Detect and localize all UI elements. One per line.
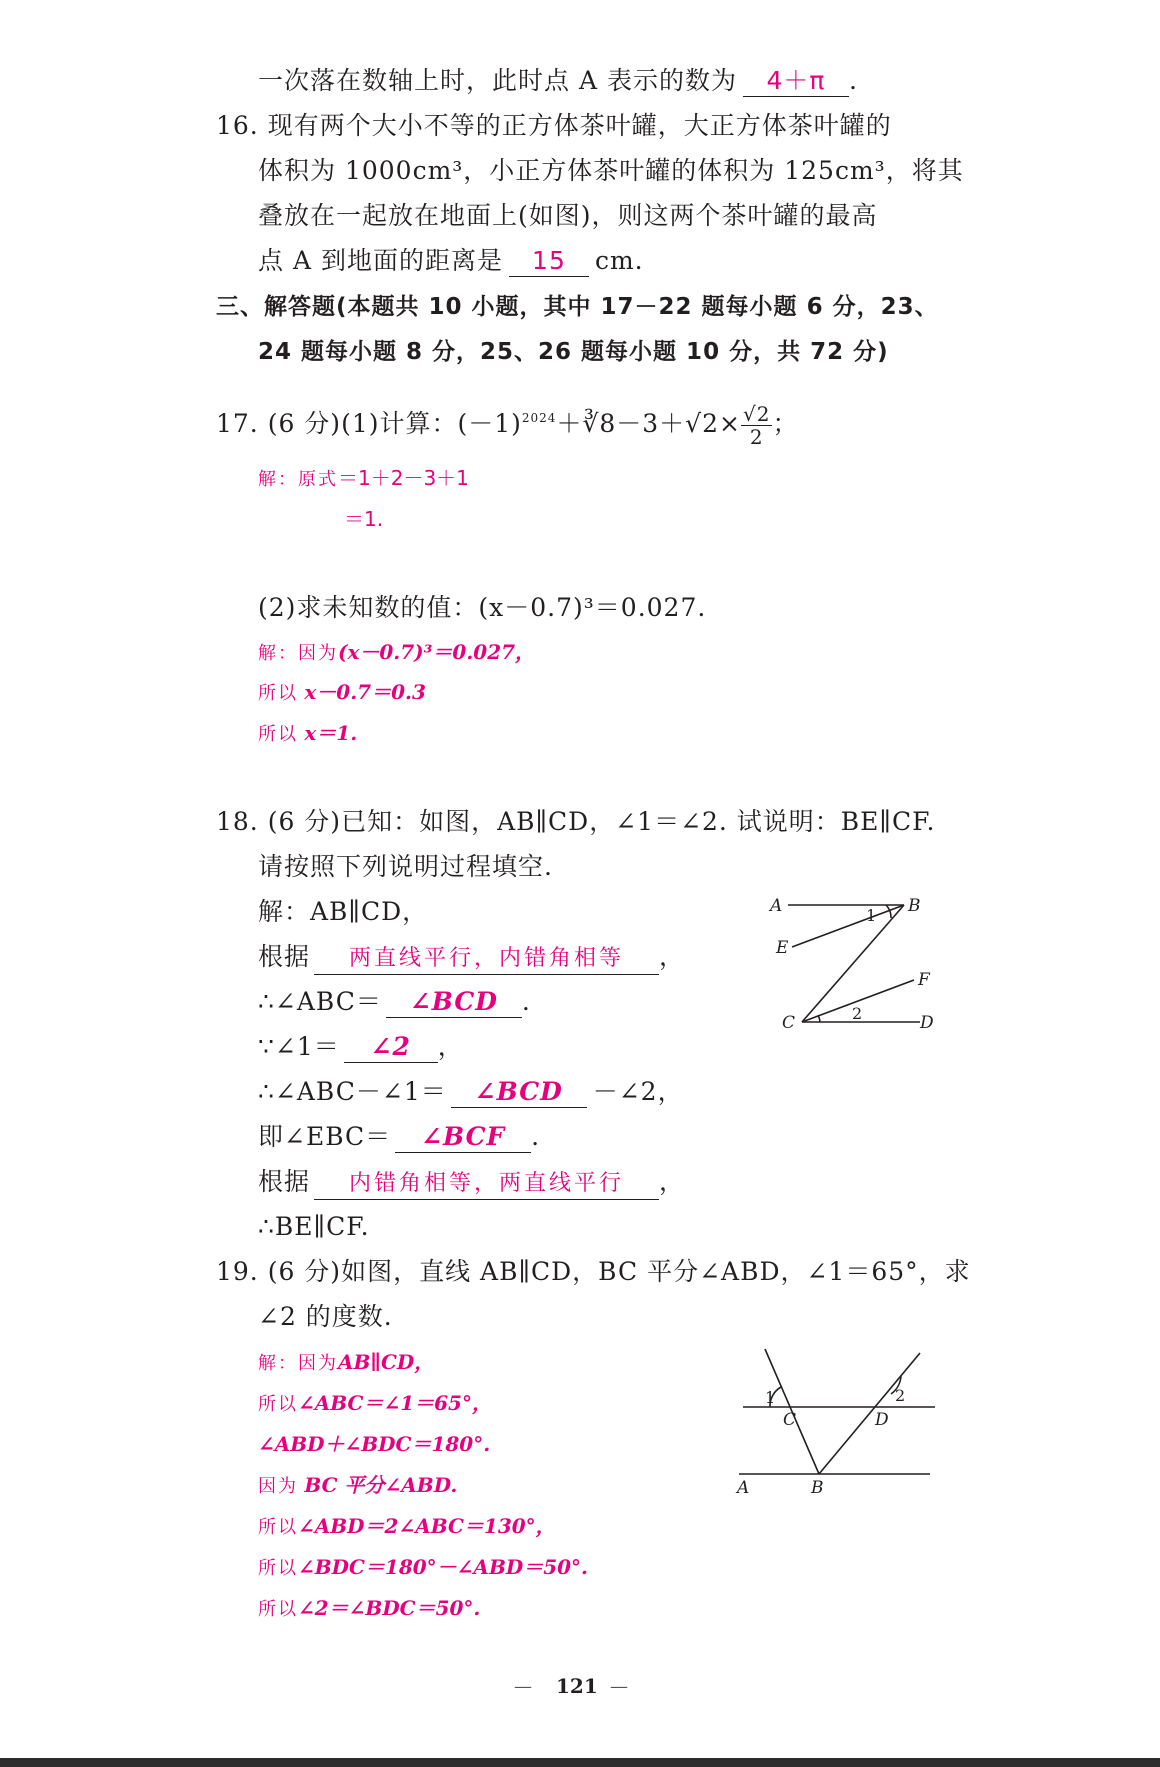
q18-reason-4 [258,1077,684,1108]
q19-label-a: A [737,1478,750,1495]
q17-sol1-step2: ＝1. [344,507,384,531]
q18-label-1: 1 [866,906,877,925]
q18-label-c: C [782,1013,796,1033]
q18-r6-pre: 根据 [258,1167,311,1196]
q19-figure [725,1345,945,1495]
q17-part1-prefix: 17. (6 分)(1)计算：(－1) [216,409,522,438]
q18-r4-end: －∠2， [592,1077,684,1106]
q17-frac-den: 2 [749,425,764,449]
q17-sol1-line1 [258,465,469,493]
q16-line-3: 叠放在一起放在地面上(如图)，则这两个茶叶罐的最高 [258,201,878,230]
q18-reason-1 [258,942,685,975]
q17-fraction [741,403,772,448]
q15-answer: 4＋π [743,66,849,97]
q18-figure [760,885,970,1035]
q18-reason-2 [258,987,531,1018]
q17-sol2-step3: x＝1. [304,721,358,745]
q17-sol2-step1: (x－0.7)³＝0.027， [338,640,536,664]
q18-r2-answer: ∠BCD [386,987,522,1018]
q18-label-a: A [770,896,783,916]
q17-part1-exp: 2024 [521,411,557,425]
q18-label-e: E [776,938,789,958]
q19-sol-4 [258,1513,556,1541]
q19-sol-6 [258,1595,480,1623]
q19-sol-4-value: ∠ABD＝2∠ABC＝130°， [298,1514,556,1538]
q17-part2: (2)求未知数的值：(x－0.7)³＝0.027. [258,593,707,622]
q17-sol1-step1: ＝1＋2－3＋1 [338,466,469,490]
q18-r4-pre: ∴∠ABC－∠1＝ [258,1077,447,1106]
q19-sol-3-value: BC 平分∠ABD. [304,1473,458,1497]
q18-r5-end: . [531,1122,541,1151]
q18-line-3: 解：AB∥CD， [258,897,429,926]
q19-label-c: C [783,1410,797,1430]
q18-line-2: 请按照下列说明过程填空. [258,852,553,881]
q18-r3-end: ， [437,1032,464,1061]
q18-line-be [792,905,904,947]
q18-r2-end: . [521,987,531,1016]
q15-text: 一次落在数轴上时，此时点 A 表示的数为 [258,66,737,95]
q18-r2-pre: ∴∠ABC＝ [258,987,382,1016]
q18-r6-answer: 内错角相等，两直线平行 [314,1169,659,1200]
q16-line-2: 体积为 1000cm³，小正方体茶叶罐的体积为 125cm³，将其 [258,156,964,185]
q19-label-d: D [875,1410,889,1430]
q17-sol2-label1: 解：因为 [258,643,338,664]
q18-r1-end: ， [659,942,686,971]
q18-label-b: B [908,896,921,916]
q18-r3-pre: ∵∠1＝ [258,1032,340,1061]
q17-sol2-label2: 所以 [258,683,298,704]
section3-line-1: 三、解答题(本题共 10 小题，其中 17－22 题每小题 6 分，23、 [216,294,939,320]
q19-sol-0 [258,1349,434,1377]
q17-sol2-step2: x－0.7＝0.3 [304,680,426,704]
q19-sol-2-value: ∠ABD＋∠BDC＝180°. [258,1432,491,1456]
q19-sol-1-value: ∠ABC＝∠1＝65°， [298,1391,492,1415]
q17-sol1-label: 解：原式 [258,469,338,490]
q15-line [258,66,858,97]
q19-sol-3 [258,1472,457,1500]
q19-sol-1-label: 所以 [258,1394,298,1415]
page-number: 121 [556,1674,598,1698]
q18-label-d: D [920,1013,934,1033]
q19-sol-4-label: 所以 [258,1517,298,1538]
q18-reason-3 [258,1032,464,1063]
q19-sol-0-label: 解：因为 [258,1353,338,1374]
q16-prefix: 点 A 到地面的距离是 [258,246,503,275]
q19-sol-0-value: AB∥CD， [338,1350,435,1374]
q18-r5-answer: ∠BCF [395,1122,531,1153]
q17-part1-end: ； [772,409,799,438]
q16-line-1: 16. 现有两个大小不等的正方体茶叶罐，大正方体茶叶罐的 [216,111,892,140]
q18-label-2: 2 [852,1004,863,1023]
bottom-edge-bar [0,1758,1160,1767]
q18-r1-pre: 根据 [258,942,311,971]
q18-r1-answer: 两直线平行，内错角相等 [314,944,659,975]
q19-label-2: 2 [895,1386,906,1405]
q18-reason-7: ∴BE∥CF. [258,1212,370,1241]
q19-sol-2 [258,1431,490,1459]
q19-sol-6-value: ∠2＝∠BDC＝50°. [298,1596,481,1620]
q19-sol-3-label: 因为 [258,1476,298,1497]
q17-sol2-label3: 所以 [258,724,298,745]
q17-part1 [216,403,798,448]
q18-reason-5 [258,1122,540,1153]
q17-part1-mid: ＋∛8－3＋√2× [556,409,741,438]
q18-line-1: 18. (6 分)已知：如图，AB∥CD，∠1＝∠2. 试说明：BE∥CF. [216,807,936,836]
q17-sol2-line3 [258,720,357,748]
q18-r4-answer: ∠BCD [451,1077,587,1108]
q18-label-f: F [918,970,930,990]
q17-sol2-line1 [258,639,535,667]
q19-sol-5-value: ∠BDC＝180°－∠ABD＝50°. [298,1555,588,1579]
section3-line-2: 24 题每小题 8 分，25、26 题每小题 10 分，共 72 分) [258,339,889,365]
q18-reason-6 [258,1167,685,1200]
q19-label-1: 1 [765,1388,776,1407]
page-number-dash-right: — [610,1676,628,1697]
q19-sol-6-label: 所以 [258,1599,298,1620]
q16-answer: 15 [509,246,589,277]
q17-frac-num: √2 [742,402,771,426]
q19-sol-5 [258,1554,588,1582]
q16-line-4 [258,246,644,277]
q19-line-1: 19. (6 分)如图，直线 AB∥CD，BC 平分∠ABD，∠1＝65°，求 [216,1257,971,1286]
q17-sol2-line2 [258,679,426,707]
q19-sol-1 [258,1390,492,1418]
q18-r3-answer: ∠2 [344,1032,438,1063]
page-number-dash-left: — [514,1676,532,1697]
q19-label-b: B [811,1478,824,1495]
q19-line-bd [819,1353,920,1474]
q18-r6-end: ， [659,1167,686,1196]
q19-sol-5-label: 所以 [258,1558,298,1579]
q15-end: . [848,66,858,95]
q16-unit: cm. [594,246,644,275]
q18-r5-pre: 即∠EBC＝ [258,1122,392,1151]
q19-line-2: ∠2 的度数. [258,1302,393,1331]
